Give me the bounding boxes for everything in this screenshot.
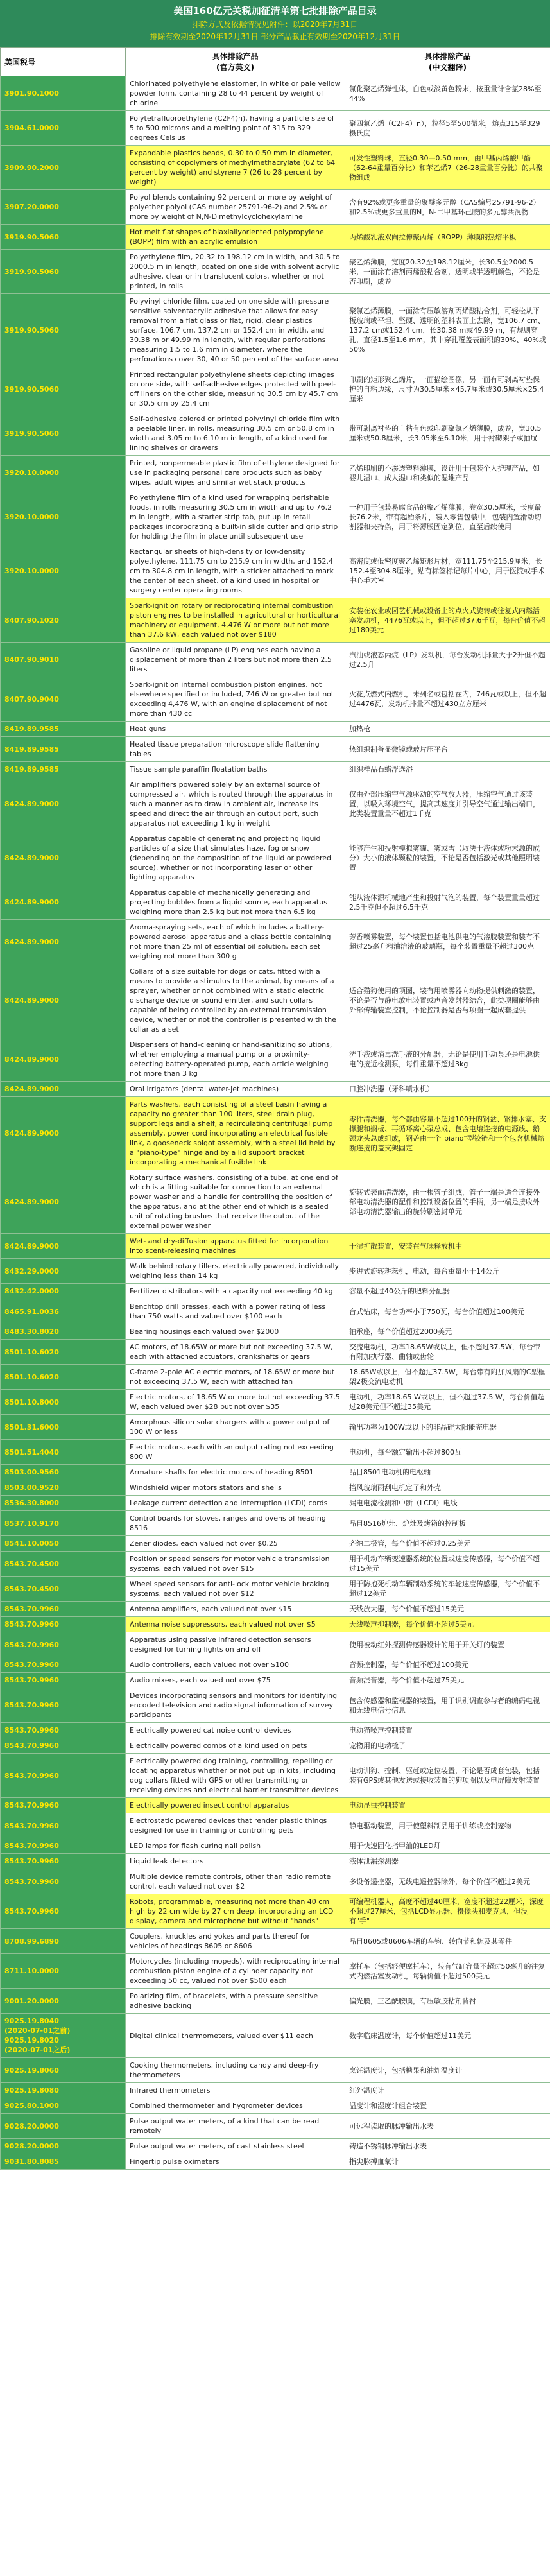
product-en-cell: Polyethylene film of a kind used for wrapping perishable foods, in rolls measuring 30.5 cm in width and up to 76.2 m in length, with a starter strip tab, put up in retail packages incorporating a built-in slide cutter and grip strip for holding the film in place until subsequent use [126,490,345,544]
table-row [1,1097,550,1170]
product-en-cell: Benchtop drill presses, each with a power rating of less than 750 watts and valued over $100 each [126,1299,345,1324]
table-row [1,1754,550,1798]
product-cn-cell: 火花点燃式内燃机，未列名或包括在内，746瓦或以上，但不超过4476瓦，发动机排量不超过430立方厘米 [345,677,550,722]
product-en-cell: Parts washers, each consisting of a steel basin having a capacity no greater than 100 liters, steel drain plug, support legs and a shelf, a recirculating centrifugal pump assembly, power cord incorporating an electrical fusible link, a gooseneck spigot assembly, with a steel lid held by a "piano-type" hinge and by a lid support bracket incorporating a mechanical fusible link [126,1097,345,1170]
product-cn-cell: 丙烯酸乳液双向拉伸聚丙烯（BOPP）薄膜的热熔平板 [345,225,550,250]
tariff-code-cell: 8424.89.9000 [1,777,126,831]
product-en-cell: Combined thermometer and hygrometer devices [126,2098,345,2114]
product-cn-cell: 静电驱动装置，用于使塑料制品用于训练或控制宠物 [345,1813,550,1838]
table-row [1,737,550,762]
table-row [1,146,550,190]
tariff-code-cell: 8503.00.9520 [1,1480,126,1496]
product-cn-cell: 旋转式表面清洗器，由一根管子组成，管子一端是适合连接外部电动清洗器的配件和控制设备位置的手柄，另一端是接收外部电动清洗器输出的旋转刷密封单元 [345,1170,550,1234]
product-cn-cell: 芳香喷雾装置，每个装置包括电池供电的气溶胶装置和装有不超过25毫升精油溶液的玻璃瓶，每个装置重量不超过300克 [345,920,550,964]
product-en-cell: Heat guns [126,722,345,737]
product-en-cell: Hot melt flat shapes of biaxiallyoriented polypropylene (BOPP) film with an acrylic emulsion [126,225,345,250]
product-cn-cell: 包含传感器和监视器的装置，用于识别调查参与者的编码电视和无线电信号信息 [345,1688,550,1723]
table-row [1,677,550,722]
table-row [1,777,550,831]
column-header-cn: 具体排除产品 (中文翻译) [345,48,550,76]
product-en-cell: Robots, programmable, measuring not more than 40 cm high by 22 cm wide by 27 cm deep, incorporating an LCD display, camera and microphone but without "hands" [126,1894,345,1929]
tariff-code-cell: 8543.70.9960 [1,1798,126,1813]
tariff-code-cell: 8407.90.1020 [1,598,126,643]
product-en-cell: Electrically powered combs of a kind used on pets [126,1738,345,1754]
product-en-cell: Windshield wiper motors stators and shells [126,1480,345,1496]
product-en-cell: Amorphous silicon solar chargers with a power output of 100 W or less [126,1415,345,1440]
product-en-cell: Air amplifiers powered solely by an external source of compressed air, which is routed through the apparatus in such a manner as to draw in ambient air, increase its speed and direct the air through an output port, such apparatus not exceeding 1 kg in weight [126,777,345,831]
tariff-code-cell: 8543.70.9960 [1,1688,126,1723]
tariff-code-cell: 8501.10.6020 [1,1340,126,1365]
product-en-cell: Devices incorporating sensors and monitors for identifying encoded television and radio signal information of survey participants [126,1688,345,1723]
product-cn-cell: 能从液体源机械地产生和投射气泡的装置，每个装置重量超过2.5千克但不超过6.5千克 [345,885,550,920]
product-cn-cell: 零件清洗器，每个都由容量不超过100升的钢盆、钢排水塞、支撑腿和搁板、再循环离心泵总成、包含电熔连接的电源线、鹅颈龙头总成组成，钢盖由一个"piano"型铰链和一个包含机械熔断连接的盖支架固定 [345,1097,550,1170]
product-cn-cell: 可远程读取的脉冲输出水表 [345,2114,550,2139]
tariff-code-cell: 8503.00.9560 [1,1465,126,1480]
product-en-cell: Multiple device remote controls, other than radio remote control, each valued not over $2 [126,1869,345,1894]
exclusion-table [0,47,550,2170]
table-row [1,762,550,777]
tariff-code-cell: 3920.10.0000 [1,456,126,490]
product-en-cell: Audio mixers, each valued not over $75 [126,1673,345,1688]
product-en-cell: Polarizing film, of bracelets, with a pressure sensitive adhesive backing [126,1989,345,2014]
table-row [1,1440,550,1465]
table-row [1,1340,550,1365]
table-row [1,1365,550,1390]
product-en-cell: Pulse output water meters, of a kind that can be read remotely [126,2114,345,2139]
table-row [1,250,550,294]
tariff-code-cell: 8543.70.4500 [1,1577,126,1602]
table-row [1,1170,550,1234]
tariff-code-cell: 8501.10.6020 [1,1365,126,1390]
product-en-cell: Couplers, knuckles and yokes and parts thereof for vehicles of headings 8605 or 8606 [126,1929,345,1954]
table-row [1,2014,550,2058]
product-cn-cell: 容量不超过40公斤的肥料分配器 [345,1284,550,1299]
tariff-code-cell: 8501.31.6000 [1,1415,126,1440]
table-row [1,1929,550,1954]
product-cn-cell: 能够产生和投射模拟雾霾、雾或雪（取决于液体或粉末源的成分）大小的液体颗粒的装置，不论是否包括激光或其他照明装置 [345,831,550,885]
product-en-cell: Antenna noise suppressors, each valued not over $5 [126,1617,345,1632]
tariff-code-cell: 8432.29.0000 [1,1259,126,1284]
table-row [1,1632,550,1657]
product-en-cell: Electrically powered cat noise control devices [126,1723,345,1738]
product-en-cell: Electric motors, of 18.65 W or more but not exceeding 37.5 W, each valued over $28 but not over $35 [126,1390,345,1415]
tariff-code-cell: 8543.70.4500 [1,1552,126,1577]
tariff-code-cell: 8424.89.9000 [1,1097,126,1170]
tariff-code-cell: 8711.10.0000 [1,1954,126,1989]
product-cn-cell: 齐纳二极管，每个价值不超过0.25美元 [345,1536,550,1552]
table-row [1,411,550,456]
product-en-cell: Liquid leak detectors [126,1854,345,1869]
product-cn-cell: 偏光膜，三乙酰胺膜，有压敏胶粘剂背衬 [345,1989,550,2014]
product-cn-cell: 红外温度计 [345,2083,550,2098]
product-en-cell: Polytetrafluoroethylene (C2F4)n), having a particle size of 5 to 500 microns and a melting point of 315 to 329 degrees Celsius [126,111,345,146]
tariff-code-cell: 8424.89.9000 [1,1234,126,1259]
product-cn-cell: 数字临床温度计，每个价值超过11美元 [345,2014,550,2058]
tariff-code-cell: 8424.89.9000 [1,885,126,920]
tariff-code-cell: 8543.70.9960 [1,1894,126,1929]
table-row [1,111,550,146]
table-row [1,1082,550,1097]
page-title: 美国160亿元关税加征清单第七批排除产品目录 [173,5,377,17]
tariff-code-cell: 3919.90.5060 [1,225,126,250]
tariff-code-cell: 9025.80.1000 [1,2098,126,2114]
tariff-code-cell: 8543.70.9960 [1,1813,126,1838]
tariff-code-cell: 3901.90.1000 [1,76,126,111]
table-row [1,1511,550,1536]
tariff-code-cell: 8543.70.9960 [1,1632,126,1657]
product-cn-cell: 摩托车（包括轻便摩托车），装有气缸容量不超过50毫升的往复式内燃活塞发动机，每辆价值不超过500美元 [345,1954,550,1989]
table-row [1,1894,550,1929]
product-cn-cell: 18.65W或以上，但不超过37.5W，每台带有附加风扇的C型框架2极交流电动机 [345,1365,550,1390]
table-row [1,190,550,225]
product-en-cell: Digital clinical thermometers, valued over $11 each [126,2014,345,2058]
product-en-cell: Polyvinyl chloride film, coated on one side with pressure sensitive solventacrylic adhesive that allows for easy removal from a flat glass or flat, rigid, clear plastics surface, 106.7 cm, 137.2 cm or 152.4 cm in width, and 30.38 m or 49.99 m in length, with regular perforations measuring 1.5 to 1.6 mm in diameter, where the perforations cover 30, 40 or 50 percent of the surface area [126,294,345,367]
table-row [1,920,550,964]
table-row [1,1813,550,1838]
table-row [1,1299,550,1324]
tariff-code-cell: 8543.70.9960 [1,1617,126,1632]
product-cn-cell: 轴承座，每个价值超过2000美元 [345,1324,550,1340]
table-row [1,1577,550,1602]
product-en-cell: Fertilizer distributors with a capacity not exceeding 40 kg [126,1284,345,1299]
tariff-code-cell: 9025.19.8040 (2020-07-01之前) 9025.19.8020 (2020-07-01之后) [1,2014,126,2058]
product-en-cell: Collars of a size suitable for dogs or cats, fitted with a means to provide a stimulus to the animal, by means of a sprayer, whether or not combined with a static electric discharge device or sound emitter, and such collars capable of being controlled by an external transmission device, whether or not the controller is presented with the collar as a set [126,964,345,1037]
table-row [1,76,550,111]
product-en-cell: Electrostatic powered devices that render plastic things designed for use in training or controlling pets [126,1813,345,1838]
product-cn-cell: 热组织制备显微镜载玻片压平台 [345,737,550,762]
table-row [1,1602,550,1617]
product-en-cell: Wheel speed sensors for anti-lock motor vehicle braking systems, each valued not over $12 [126,1577,345,1602]
product-en-cell: Audio controllers, each valued not over $100 [126,1657,345,1673]
tariff-code-cell: 3920.10.0000 [1,544,126,598]
product-cn-cell: 用于防抱死机动车辆制动系统的车轮速度传感器，每个价值不超过12美元 [345,1577,550,1602]
tariff-code-cell: 8543.70.9960 [1,1754,126,1798]
tariff-code-cell: 9028.20.0000 [1,2139,126,2154]
product-cn-cell: 品目8605或8606车辆的车钩、转向节和轭及其零件 [345,1929,550,1954]
product-en-cell: Armature shafts for electric motors of heading 8501 [126,1465,345,1480]
table-row [1,1536,550,1552]
product-cn-cell: 带可剥离衬垫的自粘有色或印刷聚氯乙烯薄膜，成卷，宽30.5厘米或50.8厘米，长3.05米至6.10米，用于衬砌架子或抽屉 [345,411,550,456]
tariff-code-cell: 9031.80.8085 [1,2154,126,2170]
tariff-code-cell: 9028.20.0000 [1,2114,126,2139]
table-row [1,2058,550,2083]
product-en-cell: Cooking thermometers, including candy and deep-fry thermometers [126,2058,345,2083]
table-row [1,2154,550,2170]
product-en-cell: Electrically powered insect control apparatus [126,1798,345,1813]
table-row [1,722,550,737]
product-cn-cell: 口腔冲洗器（牙科喷水机） [345,1082,550,1097]
tariff-code-cell: 8465.91.0036 [1,1299,126,1324]
product-en-cell: Leakage current detection and interruption (LCDI) cords [126,1496,345,1511]
tariff-code-cell: 8708.99.6890 [1,1929,126,1954]
product-en-cell: Apparatus capable of mechanically generating and projecting bubbles from a liquid source, each apparatus weighing more than 2.5 kg but not more than 6.5 kg [126,885,345,920]
table-row [1,1480,550,1496]
table-row [1,456,550,490]
tariff-code-cell: 3920.10.0000 [1,490,126,544]
tariff-code-cell: 8543.70.9960 [1,1602,126,1617]
column-header-en: 具体排除产品 (官方英文) [126,48,345,76]
table-row [1,1390,550,1415]
product-en-cell: Printed, nonpermeable plastic film of ethylene designed for use in packaging personal care products such as baby wipes, adult wipes and similar wet stack products [126,456,345,490]
tariff-code-cell: 8419.89.9585 [1,762,126,777]
tariff-code-cell: 8424.89.9000 [1,920,126,964]
product-cn-cell: 宠物用的电动梳子 [345,1738,550,1754]
tariff-code-cell: 3919.90.5060 [1,367,126,411]
tariff-code-cell: 9001.20.0000 [1,1989,126,2014]
product-cn-cell: 铸造不锈钢脉冲输出水表 [345,2139,550,2154]
tariff-code-cell: 8424.89.9000 [1,1170,126,1234]
tariff-code-cell: 8483.30.8020 [1,1324,126,1340]
product-en-cell: Fingertip pulse oximeters [126,2154,345,2170]
page-subtitle-2: 排除有效期至2020年12月31日 部分产品截止有效期至2020年12月31日 [150,32,400,41]
product-en-cell: Polyol blends containing 92 percent or more by weight of polyether polyol (CAS number 25791-96-2) and 2.5% or more by weight of N,N-Dimethylcyclohexylamine [126,190,345,225]
product-cn-cell: 可发性塑料珠，直径0.30—0.50 mm，由甲基丙烯酸甲酯（62-64重量百分比）和苯乙烯7（26-28重量百分比）的共聚物组成 [345,146,550,190]
table-row [1,1617,550,1632]
page-header [0,0,550,47]
tariff-code-cell: 8536.30.8000 [1,1496,126,1511]
tariff-code-cell: 9025.19.8060 [1,2058,126,2083]
product-cn-cell: 聚四氟乙烯（C2F4）n），粒径5至500微米，熔点315至329摄氏度 [345,111,550,146]
product-en-cell: Aroma-spraying sets, each of which includes a battery-powered aerosol apparatus and a glass bottle containing not more than 25 ml of essential oil solution, each set weighing not more than 300 g [126,920,345,964]
product-cn-cell: 一种用于包装易腐食品的聚乙烯薄膜，卷宽30.5厘米，长度最长76.2米，带有起始条片，装入零售包装中，包装内置滑动切割器和夹持条，用于将薄膜固定到位，直至后续使用 [345,490,550,544]
product-cn-cell: 氯化聚乙烯弹性体，白色或淡黄色粉末，按重量计含氯28%至44% [345,76,550,111]
table-row [1,1259,550,1284]
table-row [1,490,550,544]
tariff-code-cell: 8543.70.9960 [1,1723,126,1738]
product-en-cell: Motorcycles (including mopeds), with reciprocating internal combustion piston engine of a cylinder capacity not exceeding 50 cc, valued not over $500 each [126,1954,345,1989]
tariff-code-cell: 9025.19.8080 [1,2083,126,2098]
product-cn-cell: 高密度或低密度聚乙烯矩形片材，宽111.75至215.9厘米，长152.4至304.8厘米，贴有标签标记每片中心，用于医院或手术中心手术室 [345,544,550,598]
table-row [1,1738,550,1754]
tariff-code-cell: 3919.90.5060 [1,294,126,367]
table-row [1,1869,550,1894]
product-cn-cell: 漏电电流检测和中断（LCDI）电线 [345,1496,550,1511]
table-header-row [1,48,550,76]
table-row [1,964,550,1037]
product-en-cell: Chlorinated polyethylene elastomer, in white or pale yellow powder form, containing 28 to 44 percent by weight of chlorine [126,76,345,111]
product-cn-cell: 品目8516炉灶、炉灶及烤箱的控制板 [345,1511,550,1536]
table-row [1,2139,550,2154]
tariff-code-cell: 3919.90.5060 [1,250,126,294]
product-en-cell: Pulse output water meters, of cast stainless steel [126,2139,345,2154]
product-cn-cell: 音频控制器，每个价值不超过100美元 [345,1657,550,1673]
tariff-code-cell: 8543.70.9960 [1,1657,126,1673]
tariff-code-cell: 8541.10.0050 [1,1536,126,1552]
tariff-code-cell: 8543.70.9960 [1,1673,126,1688]
product-cn-cell: 用于机动车辆变速器系统的位置或速度传感器，每个价值不超过15美元 [345,1552,550,1577]
table-row [1,1723,550,1738]
product-cn-cell: 用于快速固化指甲油的LED灯 [345,1838,550,1854]
product-cn-cell: 多设备遥控器，无线电遥控器除外，每个价值不超过2美元 [345,1869,550,1894]
tariff-code-cell: 8424.89.9000 [1,964,126,1037]
product-cn-cell: 汽油或液态丙烷（LP）发动机，每台发动机排量大于2升但不超过2.5升 [345,643,550,677]
table-row [1,225,550,250]
product-en-cell: AC motors, of 18.65W or more but not exceeding 37.5 W, each with attached actuators, crankshafts or gears [126,1340,345,1365]
table-row [1,1673,550,1688]
table-row [1,1465,550,1480]
product-cn-cell: 印刷的矩形聚乙烯片，一面描绘图像，另一面有可剥离衬垫保护的自粘边缘，尺寸为30.5厘米×45.7厘米或30.5厘米×25.4厘米 [345,367,550,411]
product-cn-cell: 含有92%或更多重量的聚醚多元醇（CAS编号25791-96-2）和2.5%或更多重量的N，N-二甲基环己胺的多元醇共混物 [345,190,550,225]
product-cn-cell: 输出功率为100W或以下的非晶硅太阳能充电器 [345,1415,550,1440]
product-en-cell: Polyethylene film, 20.32 to 198.12 cm in width, and 30.5 to 2000.5 m in length, coated on one side with solvent acrylic adhesive, clear or in translucent colors, whether or not printed, in rolls [126,250,345,294]
product-cn-cell: 乙烯印刷的不渗透塑料薄膜，设计用于包装个人护理产品，如婴儿湿巾、成人湿巾和类似的湿堆产品 [345,456,550,490]
product-en-cell: Infrared thermometers [126,2083,345,2098]
table-row [1,643,550,677]
table-row [1,885,550,920]
product-cn-cell: 天线放大器，每个价值不超过15美元 [345,1602,550,1617]
tariff-code-cell: 3907.20.0000 [1,190,126,225]
table-row [1,1798,550,1813]
product-cn-cell: 温度计和湿度计组合装置 [345,2098,550,2114]
product-cn-cell: 聚乙烯薄膜，宽度20.32至198.12厘米，长30.5至2000.5米，一面涂有溶剂丙烯酸粘合剂，透明或半透明颜色，不论是否印刷，成卷 [345,250,550,294]
tariff-code-cell: 8407.90.9040 [1,677,126,722]
product-en-cell: Dispensers of hand-cleaning or hand-sanitizing solutions, whether employing a manual pump or a proximity-detecting battery-operated pump, each article weighing not more than 3 kg [126,1037,345,1082]
product-en-cell: Self-adhesive colored or printed polyvinyl chloride film with a peelable liner, in rolls, measuring 30.5 cm or 50.8 cm in width and 3.05 m to 6.10 m in length, of a kind used for lining shelves or drawers [126,411,345,456]
table-row [1,598,550,643]
product-en-cell: LED lamps for flash curing nail polish [126,1838,345,1854]
table-row [1,1657,550,1673]
product-cn-cell: 可编程机器人，高度不超过40厘米，宽度不超过22厘米，深度不超过27厘米，包括LCD显示器、摄像头和麦克风，但没有"手" [345,1894,550,1929]
tariff-code-cell: 3904.61.0000 [1,111,126,146]
product-cn-cell: 电动训狗、控制、驱赶或定位装置，不论是否成套包装，包括装有GPS或其他发送或接收装置的狗项圈以及电屏障发射装置 [345,1754,550,1798]
product-cn-cell: 使用被动红外探测传感器设计的用于开关灯的装置 [345,1632,550,1657]
product-en-cell: Rotary surface washers, consisting of a tube, at one end of which is a fitting suitable for connection to an external power washer and a handle for controlling the position of the apparatus, and at the other end of which is a sealed unit of rotating brushes that receive the output of the external power washer [126,1170,345,1234]
table-row [1,1838,550,1854]
product-en-cell: Position or speed sensors for motor vehicle transmission systems, each valued not over $15 [126,1552,345,1577]
table-row [1,1234,550,1259]
product-cn-cell: 电动机，每台额定输出不超过800瓦 [345,1440,550,1465]
product-en-cell: Expandable plastics beads, 0.30 to 0.50 mm in diameter, consisting of copolymers of methylmethacrylate (62 to 64 percent by weight) and styrene 7 (26 to 28 percent by weight) [126,146,345,190]
table-row [1,1854,550,1869]
product-cn-cell: 交流电动机，功率18.65W或以上，但不超过37.5W，每台带有附加执行器、曲轴或齿轮 [345,1340,550,1365]
product-en-cell: Control boards for stoves, ranges and ovens of heading 8516 [126,1511,345,1536]
table-row [1,1688,550,1723]
product-cn-cell: 品目8501电动机的电枢轴 [345,1465,550,1480]
table-row [1,544,550,598]
table-row [1,367,550,411]
tariff-code-cell: 8432.42.0000 [1,1284,126,1299]
table-row [1,1324,550,1340]
product-en-cell: Tissue sample paraffin floatation baths [126,762,345,777]
tariff-code-cell: 8543.70.9960 [1,1854,126,1869]
product-cn-cell: 天线噪声抑制器，每个价值不超过5美元 [345,1617,550,1632]
table-row [1,294,550,367]
tariff-code-cell: 3919.90.5060 [1,411,126,456]
table-row [1,1552,550,1577]
product-cn-cell: 电动昆虫控制装置 [345,1798,550,1813]
column-header-code: 美国税号 [1,48,126,76]
tariff-code-cell: 8537.10.9170 [1,1511,126,1536]
tariff-code-cell: 8424.89.9000 [1,831,126,885]
product-cn-cell: 洗手液或消毒洗手液的分配器，无论是使用手动泵还是电池供电的接近检测泵，每件重量不超过3kg [345,1037,550,1082]
product-en-cell: Walk behind rotary tillers, electrically powered, individually weighing less than 14 kg [126,1259,345,1284]
product-en-cell: Spark-ignition internal combustion piston engines, not elsewhere specified or included, 746 W or greater but not exceeding 4,476 W, with an engine displacement of not more than 430 cc [126,677,345,722]
product-cn-cell: 挡风玻璃雨刮电机定子和外壳 [345,1480,550,1496]
product-en-cell: Apparatus capable of generating and projecting liquid particles of a size that simulates haze, fog or snow (depending on the composition of the liquid or powdered source), whether or not incorporating laser or other lighting apparatus [126,831,345,885]
product-en-cell: Antenna amplifiers, each valued not over $15 [126,1602,345,1617]
tariff-code-cell: 8407.90.9010 [1,643,126,677]
product-en-cell: Wet- and dry-diffusion apparatus fitted for incorporation into scent-releasing machines [126,1234,345,1259]
product-en-cell: C-frame 2-pole AC electric motors, of 18.65W or more but not exceeding 37.5 W, each with attached fan [126,1365,345,1390]
tariff-code-cell: 8419.89.9585 [1,737,126,762]
product-en-cell: Heated tissue preparation microscope slide flattening tables [126,737,345,762]
product-en-cell: Bearing housings each valued over $2000 [126,1324,345,1340]
tariff-code-cell: 8419.89.9585 [1,722,126,737]
table-row [1,1954,550,1989]
page-subtitle-1: 排除方式及依据情况见附件：以2020年7月31日 [192,20,358,29]
tariff-code-cell: 8543.70.9960 [1,1869,126,1894]
table-row [1,2083,550,2098]
tariff-code-cell: 8424.89.9000 [1,1082,126,1097]
product-cn-cell: 音频混音器，每个价值不超过75美元 [345,1673,550,1688]
product-cn-cell: 适合猫狗使用的项圈，装有用喷雾器向动物提供刺激的装置，不论是否与静电放电装置或声音发射器结合，此类项圈能够由外部传输装置控制，不论控制器是否与项圈一起成套提供 [345,964,550,1037]
product-en-cell: Gasoline or liquid propane (LP) engines each having a displacement of more than 2 liters but not more than 2.5 liters [126,643,345,677]
product-cn-cell: 安装在农业或园艺机械或设备上的点火式旋转或往复式内燃活塞发动机，4476瓦或以上，但不超过37.6千瓦，每台价值不超过180美元 [345,598,550,643]
product-cn-cell: 加热枪 [345,722,550,737]
tariff-code-cell: 8424.89.9000 [1,1037,126,1082]
product-en-cell: Electrically powered dog training, controlling, repelling or locating apparatus whether or not put up in kits, including dog collars fitted with GPS or other transmitting or receiving devices and electrical barrier transmitter devices [126,1754,345,1798]
table-row [1,1284,550,1299]
product-en-cell: Oral irrigators (dental water-jet machines) [126,1082,345,1097]
product-en-cell: Spark-ignition rotary or reciprocating internal combustion piston engines to be installed in agricultural or horticultural machinery or equipment, 4,476 W or more but not more than 37.6 kW, each valued not over $180 [126,598,345,643]
table-row [1,1989,550,2014]
table-row [1,2114,550,2139]
product-cn-cell: 组织样品石蜡浮选浴 [345,762,550,777]
table-row [1,1037,550,1082]
product-cn-cell: 聚氯乙烯薄膜，一面涂有压敏溶剂丙烯酸粘合剂，可轻松从平板玻璃或平坦、坚硬、透明的塑料表面上去除，宽106.7 cm、137.2 cm或152.4 cm，长30.38 m或49.99 m，有规则穿孔，直径1.5至1.6 mm，其中穿孔覆盖表面积的30%、40%或50% [345,294,550,367]
tariff-code-cell: 8501.10.8000 [1,1390,126,1415]
tariff-code-cell: 8501.51.4040 [1,1440,126,1465]
product-cn-cell: 步进式旋转耕耘机，电动，每台重量小于14公斤 [345,1259,550,1284]
tariff-code-cell: 3909.90.2000 [1,146,126,190]
table-row [1,831,550,885]
product-en-cell: Printed rectangular polyethylene sheets depicting images on one side, with self-adhesive edges protected with peel-off liners on the other side, measuring 30.5 cm by 45.7 cm or 30.5 cm by 25.4 cm [126,367,345,411]
product-en-cell: Electric motors, each with an output rating not exceeding 800 W [126,1440,345,1465]
table-row [1,1415,550,1440]
tariff-code-cell: 8543.70.9960 [1,1838,126,1854]
product-cn-cell: 指尖脉搏血氧计 [345,2154,550,2170]
product-cn-cell: 仅由外部压缩空气源驱动的空气放大器，压缩空气通过该装置，以吸入环境空气，提高其速度并引导空气通过输出端口，此类装置重量不超过1千克 [345,777,550,831]
product-cn-cell: 台式钻床，每台功率小于750瓦，每台价值超过100美元 [345,1299,550,1324]
product-cn-cell: 电动机，功率18.65 W或以上，但不超过37.5 W，每台价值超过28美元但不超过35美元 [345,1390,550,1415]
product-cn-cell: 液体泄漏探测器 [345,1854,550,1869]
product-cn-cell: 电动猫噪声控制装置 [345,1723,550,1738]
table-row [1,1496,550,1511]
product-en-cell: Apparatus using passive infrared detection sensors designed for turning lights on and off [126,1632,345,1657]
table-row [1,2098,550,2114]
product-en-cell: Rectangular sheets of high-density or low-density polyethylene, 111.75 cm to 215.9 cm in width, and 152.4 cm to 304.8 cm in length, with a sticker attached to mark the center of each sheet, of a kind used in hospital or surgery center operating rooms [126,544,345,598]
product-cn-cell: 烹饪温度计，包括糖果和油炸温度计 [345,2058,550,2083]
product-en-cell: Zener diodes, each valued not over $0.25 [126,1536,345,1552]
product-cn-cell: 干湿扩散装置，安装在气味释放机中 [345,1234,550,1259]
tariff-code-cell: 8543.70.9960 [1,1738,126,1754]
